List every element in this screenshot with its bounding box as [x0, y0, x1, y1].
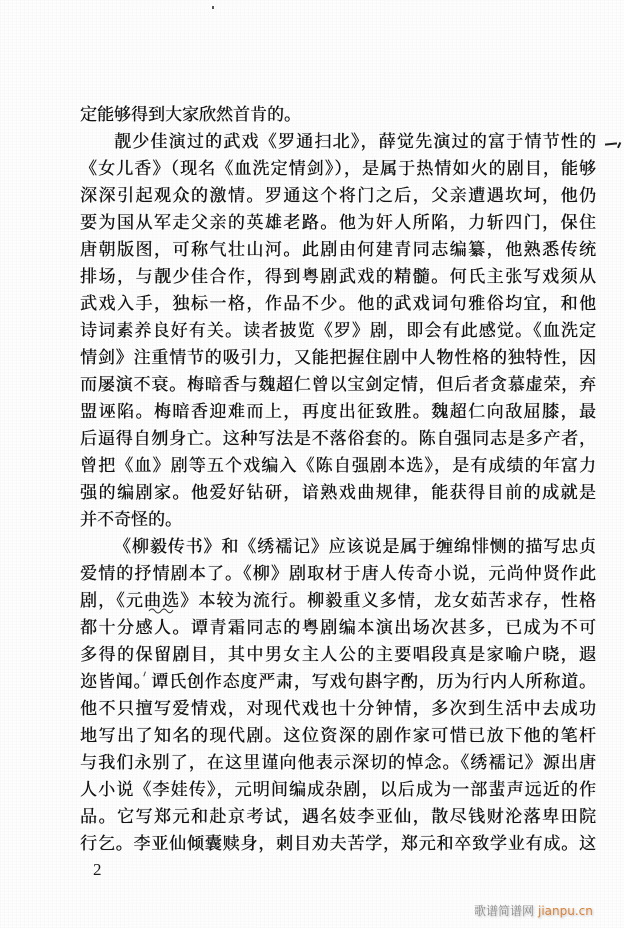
page-number: 2 [93, 860, 102, 879]
watermark [474, 903, 593, 919]
text-line: 定能够得到大家欣然首肯的。 [80, 105, 301, 125]
text-line: 唐朝版图，可称气壮山河。此剧由何建青同志编纂，他熟悉传统 [80, 240, 596, 260]
text-line: 行乞。李亚仙倾囊赎身，刺目劝夫苦学，郑元和卒致学业有成。这 [80, 834, 596, 854]
text-line: 多得的保留剧目，其中男女主人公的主要唱段真是家喻户晓，遐 [80, 645, 596, 665]
watermark-site-name: 歌谱简谱网 [474, 904, 535, 918]
handwritten-squiggle-icon [148, 607, 174, 614]
text-line: 要为国从军走父亲的英雄老路。他为奸人所陷，力斩四门，保住 [80, 213, 596, 233]
text-line: 《女儿香》（现名《血洗定情剑》），是属于热情如火的剧目，能够 [80, 159, 596, 179]
paragraph-end-line: 并不奇怪的。 [80, 510, 182, 530]
text-line: 都十分感人。谭青霜同志的粤剧编本演出场次甚多，已成为不可 [80, 618, 596, 638]
text-line: 后逼得自刎身亡。这种写法是不落俗套的。陈自强同志是多产者， [80, 429, 596, 449]
margin-mark [605, 142, 617, 145]
text-line: 与我们永别了，在这里谨向他表示深切的悼念。《绣襦记》源出唐 [80, 753, 596, 773]
text-line: 他不只擅写爱情戏，对现代戏也十分钟情，多次到生活中去成功 [80, 699, 596, 719]
text-line: 武戏入手，独标一格，作品不少。他的武戏词句雅俗均宜，和他 [80, 294, 596, 314]
text-line: 人小说《李娃传》，元明间编成杂剧，以后成为一部蜚声远近的作 [80, 780, 596, 800]
text-line: 排场，与靓少佳合作，得到粤剧武戏的精髓。何氏主张写戏须从 [80, 267, 596, 287]
text-line: 曾把《血》剧等五个戏编入《陈自强剧本选》，是有成绩的年富力 [80, 456, 596, 476]
paragraph-start-line: 靓少佳演过的武戏《罗通扫北》，薛觉先演过的富于情节性的 [114, 132, 596, 152]
text-line-annotated [80, 588, 596, 615]
text-line: 诗词素养良好有关。读者披览《罗》剧，即会有此感觉。《血洗定 [80, 321, 596, 341]
text-line-content: 迩皆闻。谭氏创作态度严肃，写戏句斟字酌，历为行内人所称道。 [80, 672, 596, 692]
scan-speck [212, 6, 214, 9]
paragraph-start-line: 《柳毅传书》和《绣襦记》应该说是属于缠绵悱恻的描写忠贞 [114, 537, 596, 557]
text-line: 深深引起观众的激情。罗通这个将门之后，父亲遭遇坎坷，他仍 [80, 186, 596, 206]
text-line: 盟诬陷。梅暗香迎难而上，再度出征致胜。魏超仁向敌屈膝，最 [80, 402, 596, 422]
text-line: 情剑》注重情节的吸引力，又能把握住剧中人物性格的独特性，因 [80, 348, 596, 368]
body-text [80, 102, 596, 858]
text-line: 而屡演不衰。梅暗香与魏超仁曾以宝剑定情，但后者贪慕虚荣，弃 [80, 375, 596, 395]
text-line: 强的编剧家。他爱好钻研，谙熟戏曲规律，能获得目前的成就是 [80, 483, 596, 503]
text-line: 爱情的抒情剧本了。《柳》剧取材于唐人传奇小说，元尚仲贤作此 [80, 564, 596, 584]
text-line: 品。它写郑元和赴京考试，遇名妓李亚仙，散尽钱财沦落卑田院 [80, 807, 596, 827]
text-line: 地写出了知名的现代剧。这位资深的剧作家可惜已放下他的笔杆 [80, 726, 596, 746]
text-line-content: 剧，《元曲选》本较为流行。柳毅重义多情，龙女茹苦求存，性格 [80, 591, 596, 611]
watermark-site-url: jianpu.cn [538, 904, 593, 918]
text-line-annotated [80, 669, 596, 696]
